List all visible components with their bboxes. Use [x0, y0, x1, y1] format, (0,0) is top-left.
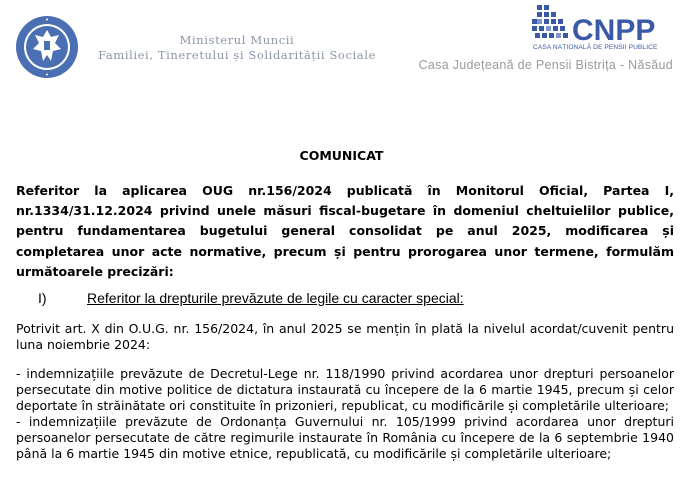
section-heading — [38, 290, 464, 306]
ministry-line-1: Ministerul Muncii — [179, 33, 295, 47]
list-item: - indemnizațiile prevăzute de Decretul-Lege nr. 118/1990 privind acordarea unor drepturi persoanelor persecutate din motive politice de dictatura instaurată cu începere de la 6 martie 1945, precum și celor deportate în străinătate ori constituite în prizonieri, republicat, cu modificările și completările ulterioare; — [16, 366, 674, 413]
section-title: Referitor la drepturile prevăzute de legile cu caracter special: — [87, 290, 464, 306]
intro-paragraph: Referitor la aplicarea OUG nr.156/2024 publicată în Monitorul Oficial, Partea I, nr.1334/31.12.2024 privind unele măsuri fiscal-bugetare în domeniul cheltuielilor publice, pentru fundamentarea bugetului general consolidat pe anul 2025, modificarea și completarea unor acte normative, precum și pentru prorogarea unor termene, formulăm următoarele precizări: — [16, 183, 674, 279]
document-title: COMUNICAT — [299, 148, 384, 163]
svg-text:CNPP: CNPP — [572, 14, 656, 47]
county-office-name: Casa Județeană de Pensii Bistrița - Năsăud — [418, 58, 673, 72]
provisions-list — [16, 366, 674, 462]
body-paragraph: Potrivit art. X din O.U.G. nr. 156/2024, în anul 2025 se mențin în plată la nivelul acordat/cuvenit pentru luna noiembrie 2024: — [16, 321, 674, 352]
document-body — [16, 321, 674, 462]
ministry-line-2: Familiei, Tineretului și Solidarității Sociale — [98, 48, 376, 62]
list-item: - indemnizațiile prevăzute de Ordonanța Guvernului nr. 105/1999 privind acordarea unor drepturi persoanelor persecutate de către regimurile instaurate în România cu începere de la 6 septembrie 1940 până la 6 martie 1945 din motive etnice, republicată, cu modificările și completările ulterioare; — [16, 414, 674, 461]
section-number: I) — [38, 290, 47, 306]
government-seal-icon — [15, 15, 79, 79]
ministry-name — [92, 33, 382, 63]
cnpp-subtitle: CASA NAȚIONALĂ DE PENSII PUBLICE — [533, 44, 658, 51]
